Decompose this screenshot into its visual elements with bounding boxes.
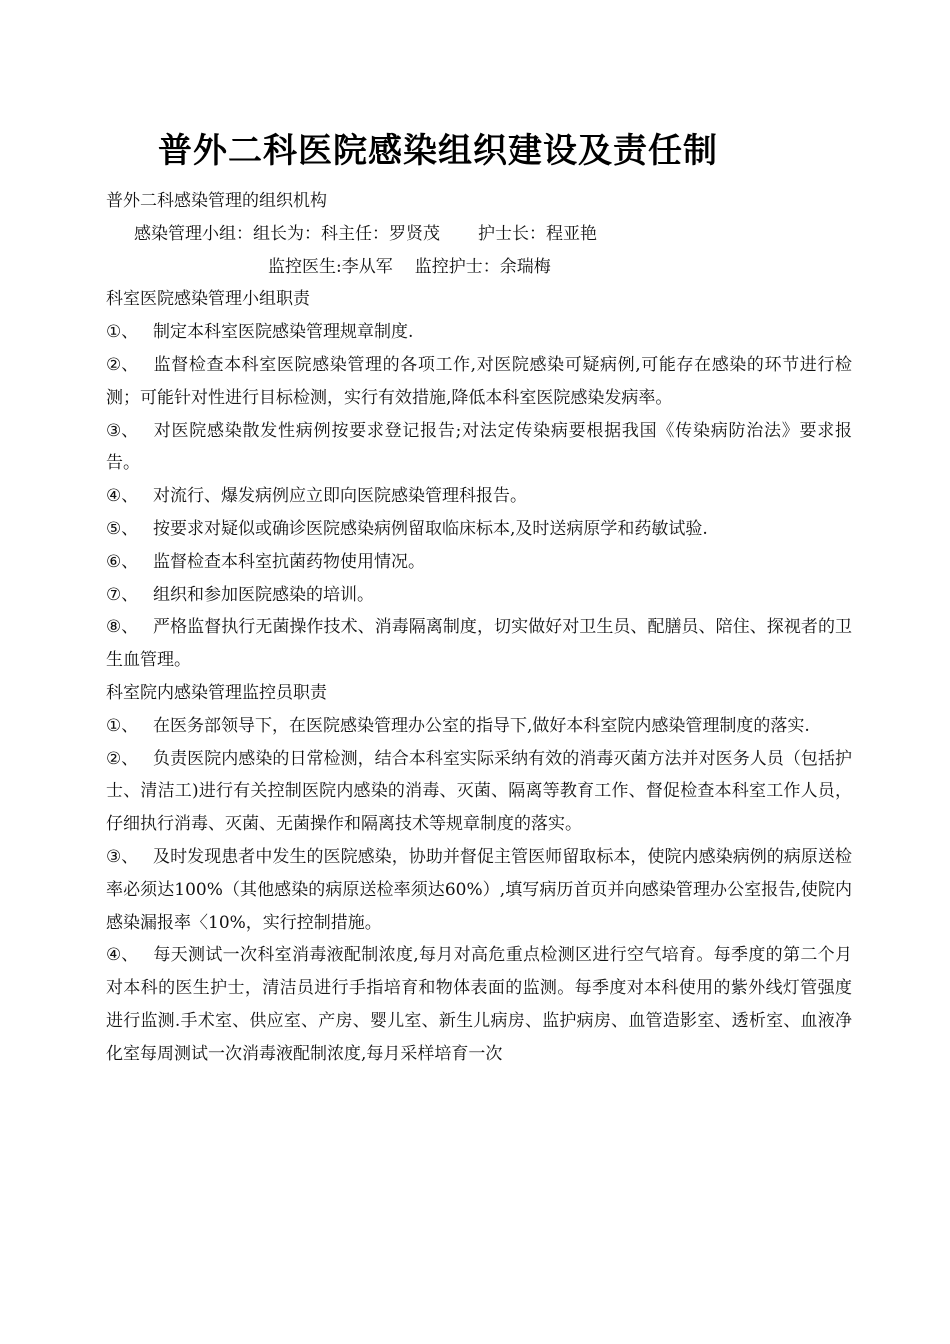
item-number: ②、 bbox=[106, 354, 139, 375]
list-item bbox=[106, 939, 852, 1070]
item-text: 对流行、爆发病例应立即向医院感染管理科报告。 bbox=[153, 486, 527, 507]
item-number: ③、 bbox=[106, 846, 139, 867]
section1-list bbox=[106, 316, 852, 677]
list-item bbox=[106, 546, 852, 579]
item-text: 严格监督执行无菌操作技术、消毒隔离制度，切实做好对卫生员、配膳员、陪住、探视者的卫生血管理。 bbox=[106, 617, 852, 671]
item-text: 每天测试一次科室消毒液配制浓度,每月对高危重点检测区进行空气培育。每季度的第二个月对本科的医生护士，清洁员进行手指培育和物体表面的监测。每季度对本科使用的紫外线灯管强度进行监测.手术室、供应室、产房、婴儿室、新生儿病房、监护病房、血管造影室、透析室、血液净化室每周测试一次消毒液配制浓度,每月采样培育一次 bbox=[106, 945, 852, 1064]
item-number: ⑦、 bbox=[106, 584, 139, 605]
section2-heading: 科室院内感染管理监控员职责 bbox=[106, 682, 327, 703]
item-number: ⑥、 bbox=[106, 551, 139, 572]
monitor-nurse: 监控护士：余瑞梅 bbox=[414, 256, 551, 277]
item-text: 制定本科室医院感染管理规章制度. bbox=[153, 322, 414, 343]
item-number: ①、 bbox=[106, 715, 139, 736]
item-number: ①、 bbox=[106, 322, 139, 343]
list-item bbox=[106, 710, 852, 743]
document-body bbox=[106, 185, 852, 1071]
item-text: 在医务部领导下，在医院感染管理办公室的指导下,做好本科室院内感染管理制度的落实. bbox=[153, 715, 810, 736]
section1-heading: 科室医院感染管理小组职责 bbox=[106, 289, 310, 310]
head-nurse: 护士长：程亚艳 bbox=[478, 223, 597, 244]
item-number: ③、 bbox=[106, 420, 139, 441]
list-item bbox=[106, 743, 852, 841]
item-text: 负责医院内感染的日常检测，结合本科室实际采纳有效的消毒灭菌方法并对医务人员（包括护士、清洁工)进行有关控制医院内感染的消毒、灭菌、隔离等教育工作、督促检查本科室工作人员，仔细执行消毒、灭菌、无菌操作和隔离技术等规章制度的落实。 bbox=[106, 748, 852, 835]
list-item bbox=[106, 349, 852, 415]
document-title: 普外二科医院感染组织建设及责任制 bbox=[158, 131, 718, 171]
item-number: ⑧、 bbox=[106, 617, 139, 638]
item-text: 按要求对疑似或确诊医院感染病例留取临床标本,及时送病原学和药敏试验. bbox=[153, 518, 708, 539]
item-text: 监督检查本科室医院感染管理的各项工作,对医院感染可疑病例,可能存在感染的环节进行检测；可能针对性进行目标检测，实行有效措施,降低本科室医院感染发病率。 bbox=[106, 354, 852, 408]
list-item bbox=[106, 415, 852, 481]
section2-list bbox=[106, 710, 852, 1071]
item-number: ④、 bbox=[106, 486, 139, 507]
list-item bbox=[106, 480, 852, 513]
item-text: 监督检查本科室抗菌药物使用情况。 bbox=[153, 551, 425, 572]
monitor-doctor: 监控医生:李从军 bbox=[268, 256, 393, 277]
item-number: ⑤、 bbox=[106, 518, 139, 539]
list-item bbox=[106, 841, 852, 939]
item-number: ②、 bbox=[106, 748, 139, 769]
org-line-group bbox=[106, 218, 852, 251]
group-leader: 感染管理小组：组长为：科主任：罗贤茂 bbox=[134, 223, 440, 244]
list-item bbox=[106, 579, 852, 612]
list-item bbox=[106, 611, 852, 677]
list-item bbox=[106, 316, 852, 349]
org-line-monitors bbox=[106, 251, 852, 284]
item-text: 对医院感染散发性病例按要求登记报告;对法定传染病要根据我国《传染病防治法》要求报告。 bbox=[106, 420, 852, 474]
item-text: 及时发现患者中发生的医院感染，协助并督促主管医师留取标本，使院内感染病例的病原送检率必须达100%（其他感染的病原送检率须达60%）,填写病历首页并向感染管理办公室报告,使院内感染漏报率〈10%，实行控制措施。 bbox=[106, 846, 852, 933]
org-heading: 普外二科感染管理的组织机构 bbox=[106, 191, 327, 211]
list-item bbox=[106, 513, 852, 546]
item-number: ④、 bbox=[106, 945, 139, 966]
item-text: 组织和参加医院感染的培训。 bbox=[153, 584, 374, 605]
